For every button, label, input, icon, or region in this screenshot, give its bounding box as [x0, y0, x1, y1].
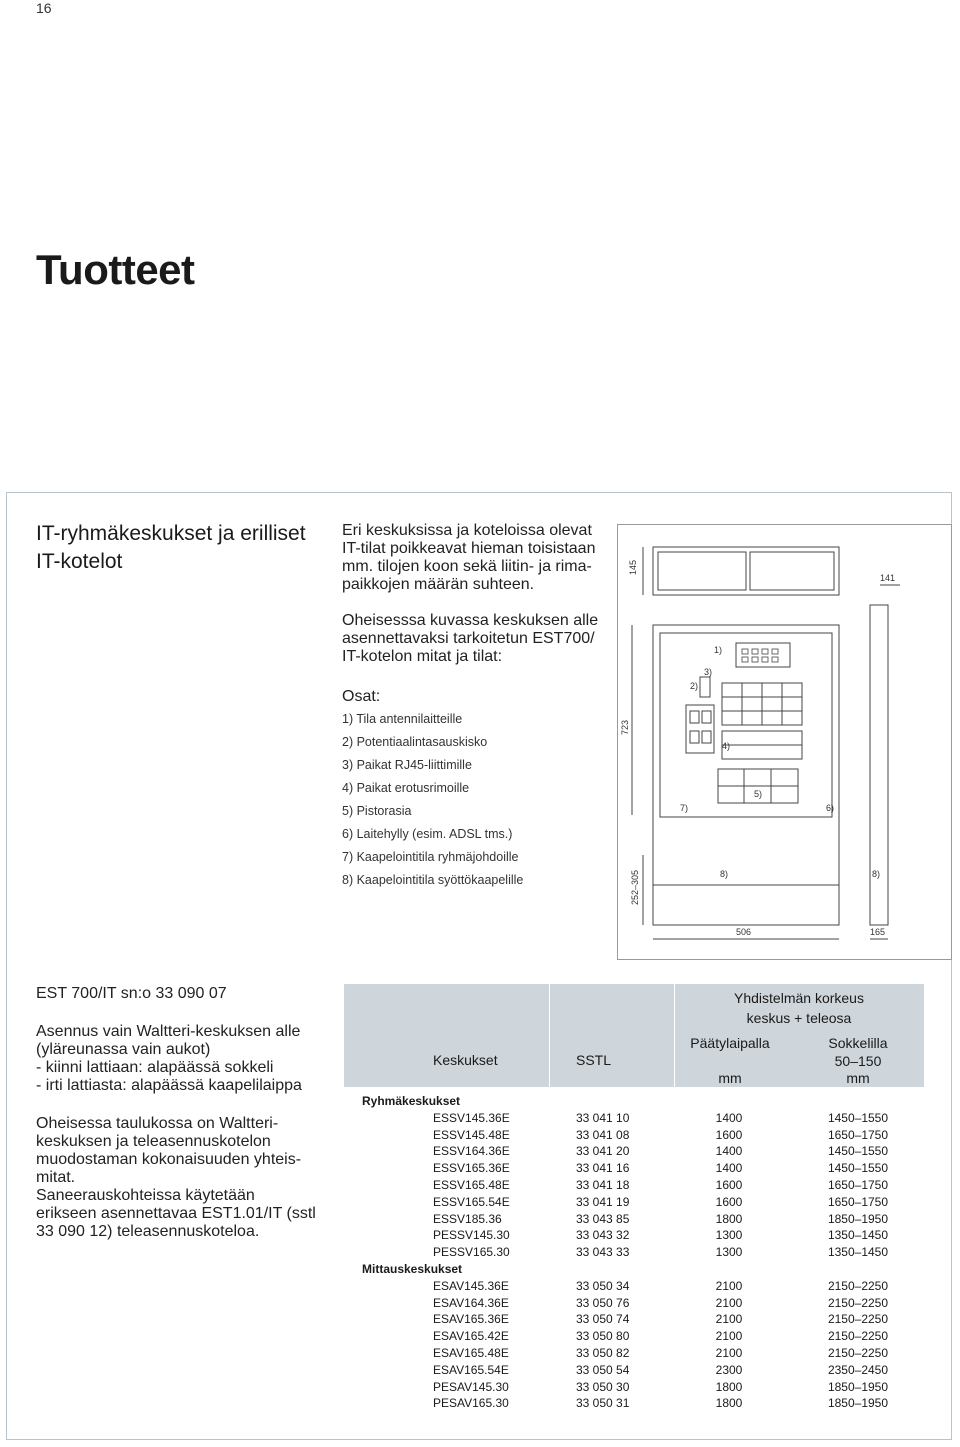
cell-name: ESSV145.48E	[433, 1127, 510, 1142]
technical-drawing	[617, 524, 952, 960]
cell-sstl: 33 050 30	[576, 1379, 630, 1394]
part-item: 1) Tila antennilaitteille	[342, 712, 463, 726]
header-group-line2: keskus + teleosa	[746, 1010, 852, 1026]
cell-sokkelilla: 2150–2250	[827, 1278, 889, 1293]
cell-sokkelilla: 1850–1950	[827, 1396, 889, 1411]
cell-sstl: 33 041 20	[576, 1144, 630, 1159]
dim-left-bottom: 252–305	[630, 869, 640, 905]
cell-paatylaipalla: 1300	[715, 1245, 743, 1260]
cell-name: ESAV145.36E	[433, 1278, 509, 1293]
cell-name: PESAV165.30	[433, 1396, 509, 1411]
cell-sstl: 33 041 16	[576, 1161, 630, 1176]
cell-sokkelilla: 1450–1550	[827, 1161, 889, 1176]
cell-name: ESAV165.42E	[433, 1329, 509, 1344]
cell-name: ESAV165.36E	[433, 1312, 509, 1327]
table-row	[344, 1127, 924, 1144]
intro-paragraph-1: Eri keskuksissa ja koteloissa olevat IT-tilat poikkeavat hieman toisistaan mm. tilojen koon sekä liitin- ja rima-paikkojen määrän suhteen.	[342, 522, 596, 593]
part-item: 7) Kaapelointitila ryhmäjohdoille	[342, 850, 519, 864]
dim-right-bottom: 165	[870, 927, 886, 937]
cell-sstl: 33 050 80	[576, 1329, 630, 1344]
table-row	[344, 1278, 924, 1295]
drawing-label: 2)	[690, 681, 699, 691]
cell-sokkelilla: 1350–1450	[827, 1228, 889, 1243]
header-paatylaipalla: Päätylaipalla	[690, 1035, 770, 1051]
table-row	[344, 1244, 924, 1261]
cell-sokkelilla: 2150–2250	[827, 1295, 889, 1310]
cell-sokkelilla: 1450–1550	[827, 1144, 889, 1159]
table-row	[344, 1345, 924, 1362]
header-sstl: SSTL	[576, 1052, 612, 1068]
drawing-label: 8)	[872, 869, 881, 879]
drawing-label: 7)	[680, 803, 689, 813]
enclosure-drawing	[618, 525, 951, 959]
cell-sokkelilla: 1850–1950	[827, 1211, 889, 1226]
cell-name: ESSV165.36E	[433, 1161, 510, 1176]
est-title: EST 700/IT sn:o 33 090 07	[36, 985, 227, 1002]
page-number: 16	[36, 0, 52, 16]
cell-paatylaipalla: 1400	[715, 1144, 743, 1159]
page-title: Tuotteet	[36, 246, 195, 293]
parts-list	[342, 712, 523, 896]
cell-name: PESSV145.30	[433, 1228, 510, 1243]
cell-sokkelilla: 1450–1550	[827, 1110, 889, 1125]
cell-paatylaipalla: 1400	[715, 1110, 743, 1125]
table-row	[344, 1362, 924, 1379]
cell-sstl: 33 043 33	[576, 1245, 630, 1260]
table-row	[344, 1160, 924, 1177]
cell-name: ESAV165.54E	[433, 1362, 509, 1377]
cell-sstl: 33 043 85	[576, 1211, 630, 1226]
header-keskukset: Keskukset	[433, 1052, 498, 1068]
cell-sstl: 33 050 82	[576, 1345, 630, 1360]
group-row	[344, 1261, 924, 1278]
dim-right-top: 141	[880, 573, 896, 583]
drawing-label: 4)	[722, 741, 731, 751]
table-header	[344, 984, 924, 1087]
cell-sokkelilla: 2150–2250	[827, 1312, 889, 1327]
product-table	[344, 984, 924, 1412]
cell-sstl: 33 050 34	[576, 1278, 630, 1293]
cell-sokkelilla: 2150–2250	[827, 1329, 889, 1344]
cell-sstl: 33 043 32	[576, 1228, 630, 1243]
cell-paatylaipalla: 1300	[715, 1228, 743, 1243]
cell-sstl: 33 050 31	[576, 1396, 630, 1411]
cell-sokkelilla: 1350–1450	[827, 1245, 889, 1260]
cell-paatylaipalla: 1600	[715, 1177, 743, 1192]
parts-title: Osat:	[342, 688, 381, 705]
drawing-label: 5)	[754, 789, 763, 799]
drawing-label: 6)	[826, 803, 835, 813]
est-paragraph: Oheisessa taulukossa on Waltteri-keskuksen ja teleasennuskotelon muodostaman kokonaisuuden yhteis-mitat.	[36, 1115, 302, 1186]
header-sokkelilla-unit: mm	[846, 1070, 870, 1086]
group-row	[344, 1093, 924, 1110]
header-divider	[549, 984, 550, 1087]
cell-sstl: 33 041 10	[576, 1110, 630, 1125]
cell-paatylaipalla: 2100	[715, 1345, 743, 1360]
cell-paatylaipalla: 1800	[715, 1396, 743, 1411]
est-line: - kiinni lattiaan: alapäässä sokkeli	[36, 1059, 274, 1076]
cell-sokkelilla: 1650–1750	[827, 1127, 889, 1142]
table-row	[344, 1379, 924, 1396]
cell-paatylaipalla: 2100	[715, 1295, 743, 1310]
part-item: 3) Paikat RJ45-liittimille	[342, 758, 472, 772]
cell-name: PESAV145.30	[433, 1379, 509, 1394]
dim-bottom: 506	[736, 927, 752, 937]
part-item: 6) Laitehylly (esim. ADSL tms.)	[342, 827, 513, 841]
cell-paatylaipalla: 2100	[715, 1312, 743, 1327]
intro-text	[342, 522, 612, 684]
cell-paatylaipalla: 2100	[715, 1329, 743, 1344]
header-sokkelilla-range: 50–150	[834, 1053, 882, 1069]
section-title: IT-ryhmäkeskukset ja erilliset IT-kotelot	[36, 522, 306, 573]
est-line: (yläreunassa vain aukot)	[36, 1041, 211, 1058]
cell-paatylaipalla: 1800	[715, 1211, 743, 1226]
table-row	[344, 1194, 924, 1211]
cell-paatylaipalla: 2100	[715, 1278, 743, 1293]
cell-sstl: 33 050 76	[576, 1295, 630, 1310]
part-item: 8) Kaapelointitila syöttökaapelille	[342, 873, 524, 887]
drawing-label: 3)	[704, 667, 713, 677]
group-name: Ryhmäkeskukset	[362, 1094, 461, 1108]
est-description	[36, 985, 316, 1241]
table-row	[344, 1177, 924, 1194]
intro-paragraph-2: Oheisesssa kuvassa keskuksen alle asennettavaksi tarkoitetun EST700/ IT-kotelon mitat ja tilat:	[342, 612, 599, 665]
cell-sstl: 33 041 19	[576, 1194, 630, 1209]
table-row	[344, 1295, 924, 1312]
dim-left-mid: 723	[620, 719, 630, 735]
cell-paatylaipalla: 1400	[715, 1161, 743, 1176]
table-row	[344, 1211, 924, 1228]
cell-paatylaipalla: 2300	[715, 1362, 743, 1377]
table-row	[344, 1328, 924, 1345]
est-paragraph: Saneerauskohteissa käytetään erikseen asennettavaa EST1.01/IT (sstl 33 090 12) teleasennuskoteloa.	[36, 1187, 316, 1240]
dim-top: 145	[628, 559, 638, 575]
cell-name: ESSV185.36	[433, 1211, 502, 1226]
cell-name: ESSV145.36E	[433, 1110, 510, 1125]
cell-name: ESSV165.48E	[433, 1177, 510, 1192]
part-item: 4) Paikat erotusrimoille	[342, 781, 470, 795]
cell-sokkelilla: 1650–1750	[827, 1194, 889, 1209]
cell-name: ESSV165.54E	[433, 1194, 510, 1209]
est-line: Asennus vain Waltteri-keskuksen alle	[36, 1023, 301, 1040]
cell-sokkelilla: 1650–1750	[827, 1177, 889, 1192]
drawing-label: 1)	[714, 645, 723, 655]
table-row	[344, 1395, 924, 1412]
cell-paatylaipalla: 1800	[715, 1379, 743, 1394]
cell-sstl: 33 050 74	[576, 1312, 630, 1327]
cell-sstl: 33 050 54	[576, 1362, 630, 1377]
cell-sokkelilla: 1850–1950	[827, 1379, 889, 1394]
cell-paatylaipalla: 1600	[715, 1127, 743, 1142]
cell-sstl: 33 041 18	[576, 1177, 630, 1192]
part-item: 5) Pistorasia	[342, 804, 412, 818]
header-sokkelilla: Sokkelilla	[828, 1035, 888, 1051]
cell-name: ESAV164.36E	[433, 1295, 509, 1310]
cell-name: ESAV165.48E	[433, 1345, 509, 1360]
cell-name: ESSV164.36E	[433, 1144, 510, 1159]
header-paatylaipalla-unit: mm	[718, 1070, 742, 1086]
table-row	[344, 1311, 924, 1328]
table-row	[344, 1110, 924, 1127]
header-group-line1: Yhdistelmän korkeus	[734, 990, 864, 1006]
cell-sokkelilla: 2350–2450	[827, 1362, 889, 1377]
cell-name: PESSV165.30	[433, 1245, 510, 1260]
table-row	[344, 1227, 924, 1244]
drawing-label: 8)	[720, 869, 729, 879]
group-name: Mittauskeskukset	[362, 1261, 463, 1276]
cell-sstl: 33 041 08	[576, 1127, 630, 1142]
est-line: - irti lattiasta: alapäässä kaapelilaippa	[36, 1077, 302, 1094]
cell-paatylaipalla: 1600	[715, 1194, 743, 1209]
part-item: 2) Potentiaalintasauskisko	[342, 735, 488, 749]
cell-sokkelilla: 2150–2250	[827, 1345, 889, 1360]
table-body	[344, 1087, 924, 1412]
table-row	[344, 1143, 924, 1160]
